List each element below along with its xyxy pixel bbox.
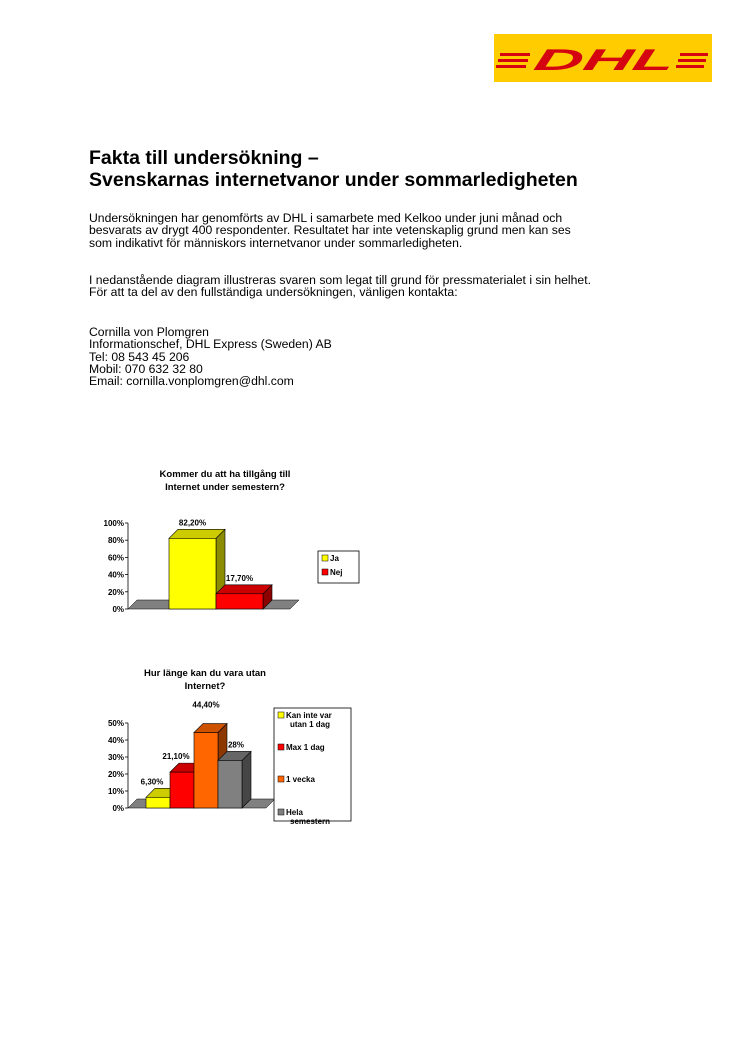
legend-label: Nej	[330, 568, 343, 577]
legend-label: 1 vecka	[286, 775, 315, 784]
legend-label: Max 1 dag	[286, 743, 325, 752]
contact-block	[89, 326, 332, 387]
y-tick-label: 100%	[103, 519, 124, 528]
legend-label: Kan inte var	[286, 711, 332, 720]
y-tick-label: 20%	[107, 770, 124, 779]
y-tick-label: 50%	[107, 719, 124, 728]
y-tick-label: 40%	[107, 736, 124, 745]
y-tick-label: 0%	[112, 605, 124, 614]
bar-front	[194, 733, 218, 808]
bar-top	[169, 529, 225, 538]
bar-side	[242, 751, 251, 808]
y-tick-label: 40%	[107, 570, 124, 580]
diagram-paragraph	[89, 274, 591, 299]
contact-name: Cornilla von Plomgren	[89, 325, 209, 339]
legend-label: Ja	[330, 554, 339, 563]
legend-label: Hela	[286, 808, 303, 817]
data-label: 82,20%	[178, 518, 207, 528]
y-tick-label: 60%	[107, 553, 124, 563]
chart-title: Hur länge kan du vara utan	[144, 668, 266, 679]
data-label: 21,10%	[162, 752, 190, 762]
contact-role: Informationschef, DHL Express (Sweden) AB	[89, 337, 332, 352]
chart-title: Kommer du att ha tillgång till	[159, 469, 291, 480]
bar-front	[170, 772, 194, 808]
contact-mobile: Mobil: 070 632 32 80	[89, 361, 203, 376]
time-without-internet-chart	[92, 664, 372, 829]
data-label: 6,30%	[140, 777, 164, 787]
legend-swatch	[278, 712, 284, 718]
bar	[216, 585, 272, 609]
data-label: 28%	[227, 740, 245, 750]
y-tick-label: 0%	[112, 804, 124, 813]
intro-paragraph	[89, 212, 571, 249]
chart-title: Internet under semestern?	[165, 482, 285, 493]
legend-swatch	[322, 555, 328, 561]
dhl-logo	[494, 34, 712, 82]
bar-top	[216, 585, 272, 594]
internet-access-chart	[92, 464, 372, 624]
bar-front	[216, 594, 263, 609]
bar-front	[218, 760, 242, 808]
page-title	[89, 147, 578, 191]
y-tick-label: 20%	[107, 587, 124, 597]
bar-front	[146, 797, 170, 808]
bar	[218, 751, 251, 808]
y-tick-label: 80%	[107, 536, 124, 546]
paragraph-line: som indikativt för människors internetvanor under sommarledigheten.	[89, 235, 463, 250]
paragraph-line: I nedanstående diagram illustreras svaren som legat till grund för pressmaterialet i sin helhet.	[89, 273, 591, 287]
paragraph-line: Undersökningen har genomförts av DHL i samarbete med Kelkoo under juni månad och	[89, 211, 563, 225]
legend-label: semestern	[290, 817, 331, 826]
title-line-1: Fakta till undersökning –	[89, 147, 319, 169]
legend-label: utan 1 dag	[290, 720, 331, 729]
legend-swatch	[278, 744, 284, 750]
contact-phone: Tel: 08 543 45 206	[89, 349, 190, 364]
title-line-2: Svenskarnas internetvanor under sommarledigheten	[89, 169, 578, 191]
legend-swatch	[278, 776, 284, 782]
contact-email[interactable]: Email: cornilla.vonplomgren@dhl.com	[89, 374, 294, 389]
paragraph-line: besvarats av drygt 400 respondenter. Resultatet har inte vetenskaplig grund men kan ses	[89, 223, 571, 238]
y-tick-label: 10%	[107, 787, 124, 796]
legend-swatch	[322, 569, 328, 575]
bar-front	[169, 538, 216, 609]
data-label: 44,40%	[192, 700, 220, 710]
svg-text:DHL: DHL	[530, 44, 600, 77]
paragraph-line: För att ta del av den fullständiga undersökningen, vänligen kontakta:	[89, 285, 458, 300]
data-label: 17,70%	[225, 573, 254, 583]
legend-swatch	[278, 809, 284, 815]
y-tick-label: 30%	[107, 753, 124, 762]
chart-title: Internet?	[184, 681, 226, 692]
